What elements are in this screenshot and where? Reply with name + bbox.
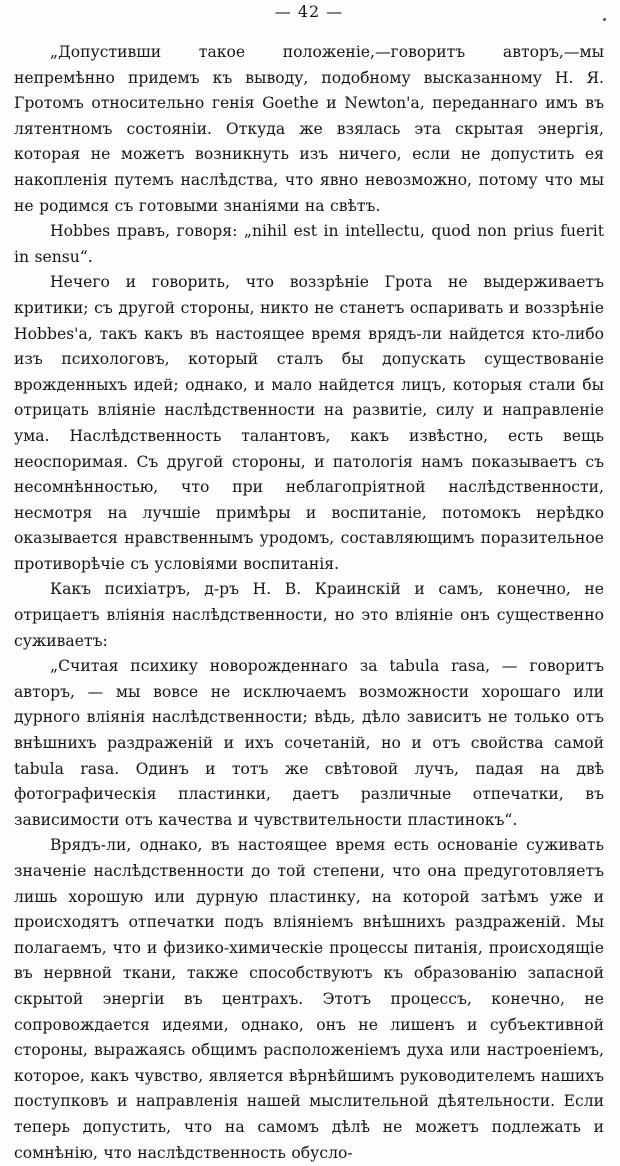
paragraph-quote-grot: „Допустивши такое положеніе,—говоритъ авторъ,—мы непремѣнно придемъ къ выводу, подобному высказанному Н. Я. Гротомъ относительно генія Goethe и Newton'а, переданнаго имъ въ лятентномъ состояніи. Откуда же взялась эта скрытая энергія, которая не можетъ возникнуть изъ ничего, если не допустить ея накопленія путемъ наслѣдства, что явно невозможно, потому что мы не родимся съ готовыми знаніями на свѣтъ. [14,43,604,215]
paragraph-krainsky: Какъ психіатръ, д-ръ Н. В. Краинскій и самъ, конечно, не отрицаетъ вліянія наслѣдственности, но это вліяніе онъ существенно суживаетъ: [14,580,604,650]
paragraph-hobbes: Hobbes правъ, говоря: „nihil est in intellectu, quod non prius fuerit in sensu“. [14,222,604,266]
paragraph-heredity: Врядъ-ли, однако, въ настоящее время есть основаніе суживать значеніе наслѣдственности до той степени, что она предуготовляетъ лишь хорошую или дурную пластинку, на которой затѣмъ уже и происходятъ отпечатки подъ вліяніемъ внѣшнихъ раздраженій. Мы полагаемъ, что и физико-химическіе процессы питанія, происходящіе въ нервной ткани, также способствуютъ къ образованію запасной скрытой энергіи въ центрахъ. Этотъ процессъ, конечно, не сопровождается идеями, однако, онъ не лишенъ и субъективной стороны, выражаясь общимъ расположеніемъ духа или настроеніемъ, которое, какъ чувство, является вѣрнѣйшимъ руководителемъ нашихъ поступковъ и направленія нашей мыслительной дѣятельности. Если теперь допустить, что на самомъ дѣлѣ не можетъ подлежать и сомнѣнію, что наслѣдственность обусло- [14,836,604,1162]
paragraph-quote-tabula-rasa: „Считая психику новорожденнаго за tabula rasa, — говоритъ авторъ, — мы вовсе не исключаемъ возможности хорошаго или дурного вліянія наслѣдственности; вѣдь, дѣло зависитъ не только отъ внѣшнихъ раздраженій и ихъ сочетаній, но и отъ свойства самой tabula rasa. Одинъ и тотъ же свѣтовой лучъ, падая на двѣ фотографическія пластинки, даетъ различные отпечатки, въ зависимости отъ качества и чувствительности пластинокъ“. [14,657,604,829]
paragraph-critique: Нечего и говорить, что воззрѣніе Грота не выдерживаетъ критики; съ другой стороны, никто не станетъ оспаривать и воззрѣніе Hobbes'а, такъ какъ въ настоящее время врядъ-ли найдется кто-либо изъ психологовъ, который сталъ бы допускать существованіе врожденныхъ идей; однако, и мало найдется лицъ, которыя стали бы отрицать вліяніе наслѣдственности на развитіе, силу и направленіе ума. Наслѣдственность талантовъ, какъ извѣстно, есть вещь неоспоримая. Съ другой стороны, и патологія намъ показываетъ съ несомнѣнностью, что при неблагопріятной наслѣдственности, несмотря на лучшіе примѣры и воспитаніе, потомокъ нерѣдко оказывается нравственнымъ уродомъ, составляющимъ поразительное противорѣчіе съ условіями воспитанія. [14,273,604,573]
body-text [14,40,604,1166]
margin-mark [603,18,606,21]
page-number: — 42 — [274,2,344,21]
